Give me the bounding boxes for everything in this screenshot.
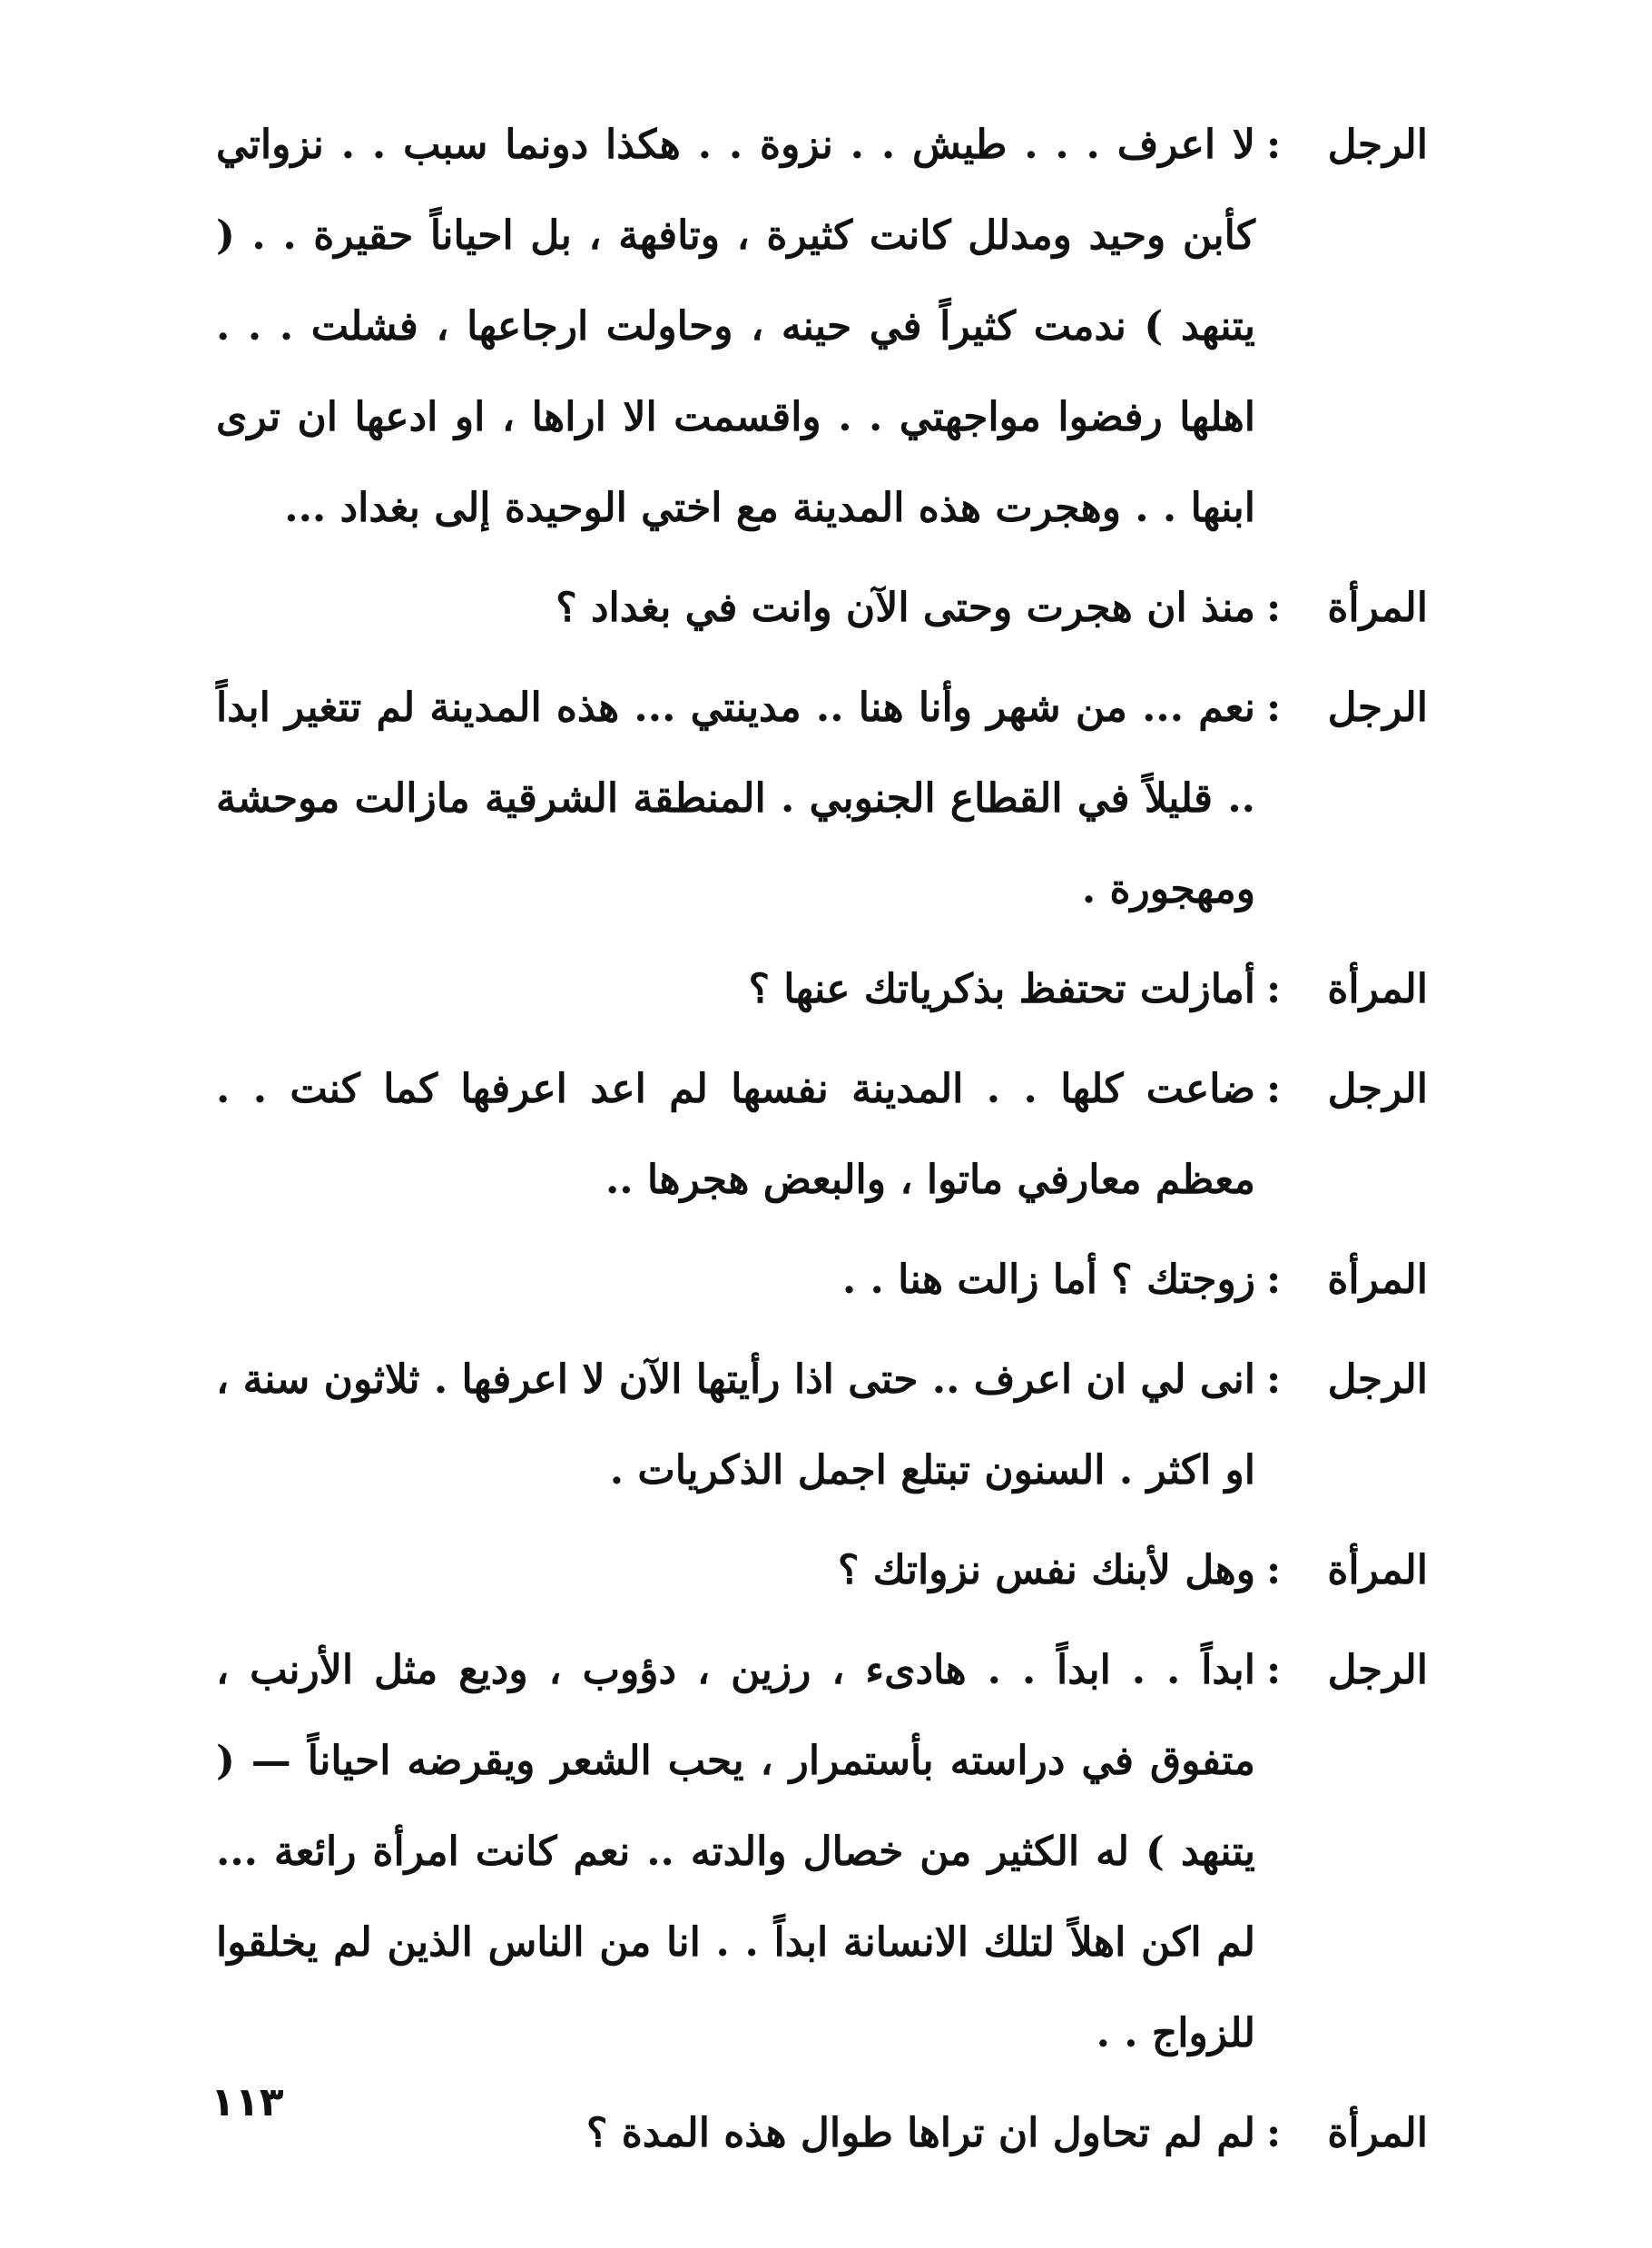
speaker-colon: :	[1266, 585, 1282, 631]
speaker-name: المرأة	[1327, 1257, 1428, 1303]
speaker-colon: :	[1266, 966, 1282, 1012]
speaker-name: المرأة	[1327, 1547, 1428, 1593]
speech-text: ضاعت كلها . . المدينة نفسها لم اعد اعرفها كما كنت . . معظم معارفي ماتوا ، والبعض هجرها ..	[216, 1066, 1255, 1203]
speech-text: أمازلت تحتفظ بذكرياتك عنها ؟	[748, 966, 1255, 1012]
speech-text: لم لم تحاول ان تراها طوال هذه المدة ؟	[586, 2110, 1255, 2156]
speaker-label	[1255, 944, 1428, 1035]
speech-text: انى لي ان اعرف .. حتى اذا رأيتها الآن لا اعرفها . ثلاثون سنة ، او اكثر . السنون تبتلع اجمل الذكريات .	[216, 1356, 1255, 1494]
speaker-colon: :	[1266, 1547, 1282, 1593]
speaker-colon: :	[1266, 1066, 1282, 1112]
dialogue-turn	[216, 1235, 1428, 1326]
speaker-colon: :	[1266, 1257, 1282, 1303]
speaker-name: الرجل	[1327, 685, 1428, 731]
speaker-label	[1255, 1625, 1428, 1716]
dialogue-turn	[216, 100, 1428, 554]
speaker-label	[1255, 1335, 1428, 1425]
speaker-name: المرأة	[1327, 966, 1428, 1012]
dialogue-turn	[216, 1625, 1428, 2079]
speech-text: وهل لأبنك نفس نزواتك ؟	[837, 1547, 1255, 1593]
speaker-label	[1255, 563, 1428, 654]
speaker-name: المرأة	[1327, 2110, 1428, 2156]
speaker-label	[1255, 1044, 1428, 1135]
dialogue-turn	[216, 2088, 1428, 2179]
speaker-colon: :	[1266, 122, 1282, 168]
speaker-name: الرجل	[1327, 1356, 1428, 1403]
speaker-name: الرجل	[1327, 122, 1428, 168]
page-number: ١١٣	[211, 2079, 284, 2125]
dialogue-turn	[216, 563, 1428, 654]
speaker-name: الرجل	[1327, 1066, 1428, 1112]
speech-text: منذ ان هجرت وحتى الآن وانت في بغداد ؟	[556, 585, 1255, 631]
speech-text: ابداً . . ابداً . . هادىء ، رزين ، دؤوب ، وديع مثل الأرنب ، متفوق في دراسته بأستمرار ، يحب الشعر ويقرضه احياناً — ( يتنهد ) له الكثير من خصال والدته .. نعم كانت امرأة رائعة ... لم اكن اهلاً لتلك الانسانة ابداً . . انا من الناس الذين لم يخلقوا للزواج . .	[216, 1647, 1255, 2056]
speaker-name: المرأة	[1327, 585, 1428, 631]
speaker-label	[1255, 1525, 1428, 1616]
speech-text: لا اعرف . . . طيش . . نزوة . . هكذا دونما سبب . . نزواتي كأبن وحيد ومدلل كانت كثيرة ، وتافهة ، بل احياناً حقيرة . . ( يتنهد ) ندمت كثيراً في حينه ، وحاولت ارجاعها ، فشلت . . . اهلها رفضوا مواجهتي . . واقسمت الا اراها ، او ادعها ان ترى ابنها . . وهجرت هذه المدينة مع اختي الوحيدة إلى بغداد ...	[216, 122, 1255, 531]
speaker-label	[1255, 2088, 1428, 2179]
speech-text: نعم ... من شهر وأنا هنا .. مدينتي ... هذه المدينة لم تتغير ابداً .. قليلاً في القطاع الجنوبي . المنطقة الشرقية مازالت موحشة ومهجورة .	[216, 685, 1255, 912]
speaker-colon: :	[1266, 685, 1282, 731]
speaker-label	[1255, 100, 1428, 191]
speech-text: زوجتك ؟ أما زالت هنا . .	[841, 1257, 1255, 1303]
dialogue-turn	[216, 1335, 1428, 1516]
dialogue-block	[216, 100, 1428, 2188]
speaker-name: الرجل	[1327, 1647, 1428, 1693]
speaker-label	[1255, 663, 1428, 754]
dialogue-turn	[216, 1525, 1428, 1616]
speaker-colon: :	[1266, 1356, 1282, 1403]
dialogue-turn	[216, 663, 1428, 935]
speaker-label	[1255, 1235, 1428, 1326]
speaker-colon: :	[1266, 2110, 1282, 2156]
dialogue-turn	[216, 944, 1428, 1035]
speaker-colon: :	[1266, 1647, 1282, 1693]
dialogue-turn	[216, 1044, 1428, 1226]
